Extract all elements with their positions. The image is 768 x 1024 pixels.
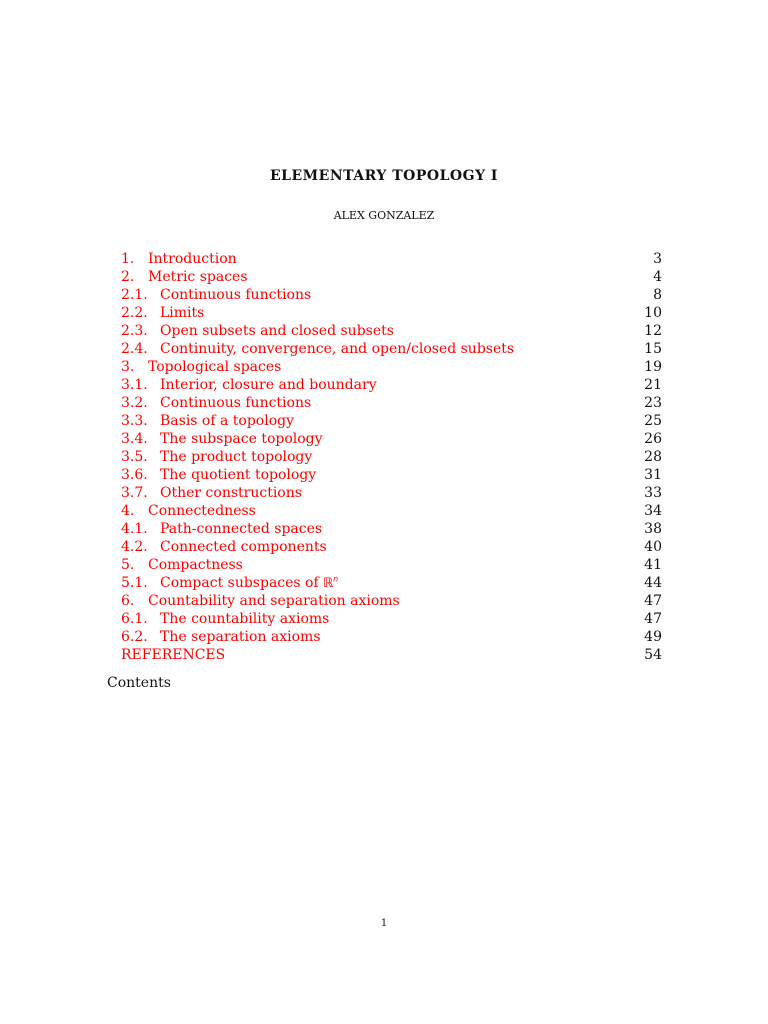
toc-entry-label: Other constructions xyxy=(160,485,302,501)
toc-entry-page: 38 xyxy=(644,521,662,537)
toc-entry[interactable] xyxy=(121,592,662,610)
toc-entry-number: 4. xyxy=(121,503,135,519)
toc-entry-label: Path-connected spaces xyxy=(160,521,323,537)
table-of-contents xyxy=(121,250,662,664)
toc-entry-label: Limits xyxy=(160,305,205,321)
toc-entry-label: Introduction xyxy=(148,251,237,267)
math-symbol: ℝ xyxy=(322,576,334,591)
toc-entry[interactable] xyxy=(121,376,662,394)
toc-entry-label: Interior, closure and boundary xyxy=(160,377,377,393)
toc-entry-label: Continuity, convergence, and open/closed subsets xyxy=(160,341,515,357)
toc-entry[interactable] xyxy=(121,250,662,268)
toc-entry-page: 33 xyxy=(644,485,662,501)
toc-entry-number: 3. xyxy=(121,359,135,375)
toc-entry[interactable] xyxy=(121,358,662,376)
toc-entry-page: 34 xyxy=(644,503,662,519)
toc-entry-page: 49 xyxy=(644,629,662,645)
toc-entry-page: 54 xyxy=(644,647,662,663)
toc-entry-label: Connectedness xyxy=(148,503,256,519)
toc-entry-page: 21 xyxy=(644,377,662,393)
toc-entry-number: 3.3. xyxy=(121,413,148,429)
toc-entry-number: 2. xyxy=(121,269,135,285)
toc-entry[interactable] xyxy=(121,322,662,340)
toc-entry-label: Continuous functions xyxy=(160,287,312,303)
toc-entry[interactable] xyxy=(121,412,662,430)
toc-entry[interactable] xyxy=(121,646,662,664)
toc-entry[interactable] xyxy=(121,484,662,502)
toc-entry[interactable] xyxy=(121,610,662,628)
real-numbers-symbol xyxy=(319,576,339,591)
toc-entry-label: Compactness xyxy=(148,557,243,573)
toc-entry-page: 47 xyxy=(644,593,662,609)
toc-entry-page: 12 xyxy=(644,323,662,339)
toc-entry-label: Countability and separation axioms xyxy=(148,593,400,609)
toc-entry[interactable] xyxy=(121,448,662,466)
toc-entry-number: 5.1. xyxy=(121,575,148,591)
document-title: ELEMENTARY TOPOLOGY I xyxy=(270,168,498,184)
toc-entry-label: Basis of a topology xyxy=(160,413,295,429)
toc-entry-page: 47 xyxy=(644,611,662,627)
toc-entry-page: 25 xyxy=(644,413,662,429)
toc-entry-label: Topological spaces xyxy=(148,359,282,375)
toc-entry[interactable] xyxy=(121,394,662,412)
toc-entry-number: 6.2. xyxy=(121,629,148,645)
toc-entry[interactable] xyxy=(121,574,662,592)
toc-entry-page: 31 xyxy=(644,467,662,483)
toc-entry-number: 2.4. xyxy=(121,341,148,357)
toc-entry-label: The countability axioms xyxy=(160,611,330,627)
toc-entry-number: 2.1. xyxy=(121,287,148,303)
toc-entry-number: 2.3. xyxy=(121,323,148,339)
toc-entry-number: 4.1. xyxy=(121,521,148,537)
page-number: 1 xyxy=(380,918,388,929)
toc-entry-number: 2.2. xyxy=(121,305,148,321)
toc-entry[interactable] xyxy=(121,538,662,556)
toc-entry-page: 40 xyxy=(644,539,662,555)
toc-entry-number: 3.4. xyxy=(121,431,148,447)
toc-entry[interactable] xyxy=(121,430,662,448)
toc-entry-number: 6.1. xyxy=(121,611,148,627)
toc-entry-number: 3.7. xyxy=(121,485,148,501)
toc-entry-label: The separation axioms xyxy=(160,629,321,645)
contents-heading: Contents xyxy=(107,675,171,691)
toc-entry-number: 3.5. xyxy=(121,449,148,465)
toc-entry-label: Compact subspaces of xyxy=(160,575,319,591)
toc-entry-label: Metric spaces xyxy=(148,269,248,285)
toc-entry-label: Continuous functions xyxy=(160,395,312,411)
toc-entry-page: 44 xyxy=(644,575,662,591)
toc-entry-page: 8 xyxy=(653,287,662,303)
toc-entry-page: 15 xyxy=(644,341,662,357)
toc-entry-number: 3.6. xyxy=(121,467,148,483)
toc-entry-number: 3.2. xyxy=(121,395,148,411)
toc-entry[interactable] xyxy=(121,502,662,520)
toc-entry[interactable] xyxy=(121,286,662,304)
toc-entry-label: The subspace topology xyxy=(160,431,323,447)
toc-entry[interactable] xyxy=(121,520,662,538)
toc-entry[interactable] xyxy=(121,628,662,646)
toc-entry[interactable] xyxy=(121,304,662,322)
toc-entry-number: 3.1. xyxy=(121,377,148,393)
toc-entry-label: The product topology xyxy=(160,449,313,465)
toc-entry[interactable] xyxy=(121,556,662,574)
document-author: ALEX GONZALEZ xyxy=(333,209,435,222)
toc-entry-page: 19 xyxy=(644,359,662,375)
toc-entry-page: 28 xyxy=(644,449,662,465)
toc-entry-label: The quotient topology xyxy=(160,467,317,483)
toc-entry-page: 23 xyxy=(644,395,662,411)
toc-entry-number: 4.2. xyxy=(121,539,148,555)
toc-entry-page: 10 xyxy=(644,305,662,321)
toc-entry-label: Open subsets and closed subsets xyxy=(160,323,394,339)
toc-entry-page: 4 xyxy=(653,269,662,285)
toc-entry[interactable] xyxy=(121,268,662,286)
toc-entry[interactable] xyxy=(121,466,662,484)
toc-entry-number: 6. xyxy=(121,593,135,609)
toc-entry-label: REFERENCES xyxy=(121,647,226,663)
toc-entry-page: 26 xyxy=(644,431,662,447)
toc-entry-number: 5. xyxy=(121,557,135,573)
toc-entry-label: Connected components xyxy=(160,539,327,555)
math-superscript: n xyxy=(333,574,339,584)
toc-entry[interactable] xyxy=(121,340,662,358)
toc-entry-page: 3 xyxy=(653,251,662,267)
toc-entry-number: 1. xyxy=(121,251,135,267)
toc-entry-page: 41 xyxy=(644,557,662,573)
